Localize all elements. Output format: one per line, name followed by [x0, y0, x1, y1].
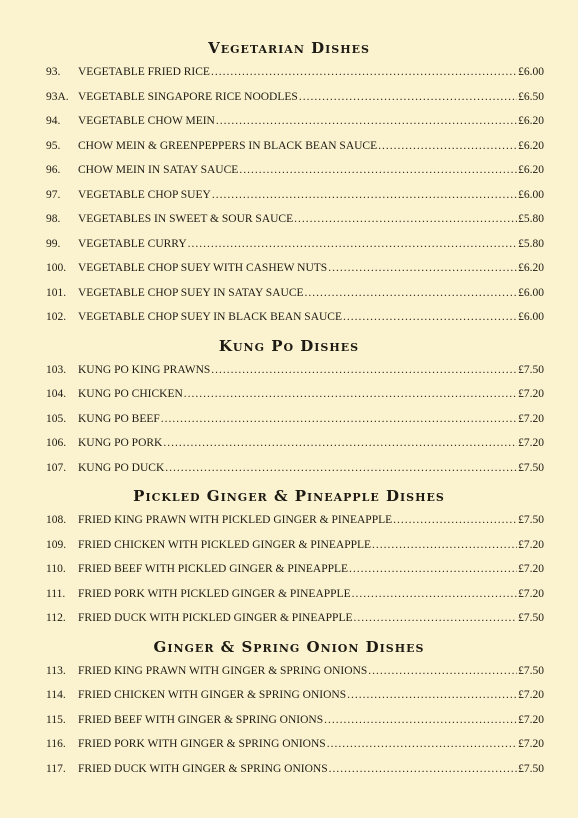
item-price: £7.50 [518, 664, 544, 677]
item-name: VEGETABLE CURRY [78, 237, 187, 250]
dot-leader [216, 109, 517, 134]
dot-leader [324, 708, 517, 733]
item-number: 111. [46, 587, 66, 600]
item-name: FRIED PORK WITH GINGER & SPRING ONIONS [78, 738, 326, 750]
item-name: VEGETABLE CHOP SUEY [78, 188, 211, 201]
dot-leader [349, 557, 517, 582]
item-name: KUNG PO PORK [78, 437, 163, 449]
item-price: £6.00 [518, 311, 544, 323]
item-price: £6.20 [518, 262, 544, 274]
menu-item [0, 305, 578, 330]
item-name: KUNG PO KING PRAWNS [78, 363, 211, 376]
item-name: FRIED CHICKEN WITH GINGER & SPRING ONIONS [78, 689, 347, 701]
item-price: £7.50 [518, 514, 544, 526]
item-number: 117. [46, 762, 66, 775]
item-price: £7.20 [518, 713, 544, 726]
item-price: £6.20 [518, 115, 544, 127]
item-name: KUNG PO CHICKEN [78, 388, 183, 400]
dot-leader [368, 659, 517, 684]
menu-item [0, 557, 578, 582]
dot-leader [305, 281, 518, 306]
menu-item [0, 256, 578, 281]
item-number: 110. [46, 563, 66, 575]
item-price: £7.20 [518, 388, 544, 400]
item-number: 101. [46, 286, 67, 299]
item-price: £6.00 [518, 66, 544, 78]
dot-leader [211, 60, 517, 85]
item-name: VEGETABLE CHOP SUEY IN BLACK BEAN SAUCE [78, 311, 343, 323]
dot-leader [328, 256, 517, 281]
item-name: VEGETABLE CHOP SUEY IN SATAY SAUCE [78, 286, 304, 299]
item-number: 95. [46, 139, 61, 152]
dot-leader [294, 207, 517, 232]
section-title: Ginger & Spring Onion Dishes [153, 637, 425, 656]
item-number: 97. [46, 188, 61, 201]
item-name: FRIED KING PRAWN WITH PICKLED GINGER & PINEAPPLE [78, 514, 393, 526]
menu-item [0, 358, 578, 383]
item-number: 116. [46, 738, 66, 750]
item-name: VEGETABLE CHOP SUEY WITH CASHEW NUTS [78, 262, 328, 274]
menu-item [0, 431, 578, 456]
menu-item-list [0, 508, 578, 631]
item-number: 104. [46, 388, 67, 400]
dot-leader [188, 232, 517, 257]
menu-item-list [0, 60, 578, 330]
menu-item [0, 456, 578, 481]
item-price: £7.50 [518, 363, 544, 376]
item-name: FRIED BEEF WITH GINGER & SPRING ONIONS [78, 713, 324, 726]
item-number: 109. [46, 538, 67, 551]
item-price: £7.20 [518, 437, 544, 449]
dot-leader [299, 85, 517, 110]
item-price: £7.50 [518, 612, 544, 624]
item-name: CHOW MEIN & GREENPEPPERS IN BLACK BEAN SAUCE [78, 139, 378, 152]
dot-leader [378, 134, 517, 159]
menu-item [0, 382, 578, 407]
item-price: £6.00 [518, 286, 544, 299]
item-name: FRIED PORK WITH PICKLED GINGER & PINEAPPLE [78, 587, 351, 600]
item-number: 107. [46, 461, 67, 474]
item-price: £7.50 [518, 762, 544, 775]
dot-leader [184, 382, 517, 407]
item-number: 105. [46, 412, 67, 425]
item-number: 115. [46, 713, 66, 726]
menu-item [0, 606, 578, 631]
item-price: £6.20 [518, 164, 544, 176]
item-name: VEGETABLES IN SWEET & SOUR SAUCE [78, 213, 294, 225]
item-number: 108. [46, 514, 67, 526]
item-name: FRIED DUCK WITH GINGER & SPRING ONIONS [78, 762, 328, 775]
dot-leader [165, 456, 517, 481]
dot-leader [212, 183, 517, 208]
item-name: KUNG PO BEEF [78, 412, 160, 425]
dot-leader [343, 305, 517, 330]
item-name: KUNG PO DUCK [78, 461, 165, 474]
item-price: £7.20 [518, 587, 544, 600]
menu-item [0, 85, 578, 110]
item-number: 93. [46, 66, 61, 78]
item-name: VEGETABLE FRIED RICE [78, 66, 210, 78]
item-name: CHOW MEIN IN SATAY SAUCE [78, 164, 239, 176]
menu-item [0, 183, 578, 208]
item-price: £7.20 [518, 538, 544, 551]
menu-item [0, 659, 578, 684]
item-name: FRIED CHICKEN WITH PICKLED GINGER & PINEAPPLE [78, 538, 372, 551]
section-ginger-spring-onion-dishes [0, 635, 578, 782]
menu-item [0, 508, 578, 533]
section-title: Pickled Ginger & Pineapple Dishes [133, 487, 445, 505]
section-vegetarian-dishes [0, 36, 578, 330]
item-number: 113. [46, 664, 66, 677]
section-kung-po-dishes [0, 334, 578, 481]
item-price: £6.50 [518, 90, 544, 103]
menu-item-list [0, 659, 578, 782]
dot-leader [347, 683, 517, 708]
item-number: 106. [46, 437, 67, 449]
item-price: £6.20 [518, 139, 544, 152]
item-price: £6.00 [518, 188, 544, 201]
item-price: £5.80 [518, 213, 544, 225]
dot-leader [354, 606, 518, 631]
menu-item [0, 60, 578, 85]
item-number: 103. [46, 363, 67, 376]
item-number: 102. [46, 311, 67, 323]
dot-leader [352, 582, 518, 607]
menu-item-list [0, 358, 578, 481]
item-number: 114. [46, 689, 66, 701]
item-number: 96. [46, 164, 61, 176]
item-price: £7.20 [518, 412, 544, 425]
item-price: £5.80 [518, 237, 544, 250]
item-name: VEGETABLE SINGAPORE RICE NOODLES [78, 90, 298, 103]
dot-leader [239, 158, 517, 183]
menu-item [0, 134, 578, 159]
item-name: FRIED DUCK WITH PICKLED GINGER & PINEAPPLE [78, 612, 353, 624]
dot-leader [161, 407, 517, 432]
dot-leader [211, 358, 517, 383]
item-name: FRIED KING PRAWN WITH GINGER & SPRING ONIONS [78, 664, 368, 677]
item-number: 100. [46, 262, 67, 274]
menu-item [0, 158, 578, 183]
item-price: £7.20 [518, 563, 544, 575]
item-number: 93A. [46, 90, 69, 103]
dot-leader [372, 533, 517, 558]
section-pickled-ginger-pineapple-dishes [0, 484, 578, 631]
item-price: £7.20 [518, 738, 544, 750]
section-title: Vegetarian Dishes [208, 39, 370, 57]
dot-leader [393, 508, 517, 533]
menu-item [0, 207, 578, 232]
menu-item [0, 109, 578, 134]
item-number: 112. [46, 612, 66, 624]
item-price: £7.20 [518, 689, 544, 701]
menu-item [0, 281, 578, 306]
dot-leader [329, 757, 518, 782]
menu-item [0, 683, 578, 708]
item-price: £7.50 [518, 461, 544, 474]
dot-leader [163, 431, 517, 456]
menu-item [0, 708, 578, 733]
menu-item [0, 407, 578, 432]
menu-item [0, 232, 578, 257]
menu-item [0, 757, 578, 782]
item-number: 99. [46, 237, 61, 250]
section-title: Kung Po Dishes [218, 336, 360, 355]
item-number: 94. [46, 115, 61, 127]
menu-item [0, 533, 578, 558]
item-number: 98. [46, 213, 61, 225]
menu-item [0, 582, 578, 607]
item-name: VEGETABLE CHOW MEIN [78, 115, 215, 127]
menu-item [0, 732, 578, 757]
dot-leader [327, 732, 517, 757]
item-name: FRIED BEEF WITH PICKLED GINGER & PINEAPPLE [78, 563, 349, 575]
